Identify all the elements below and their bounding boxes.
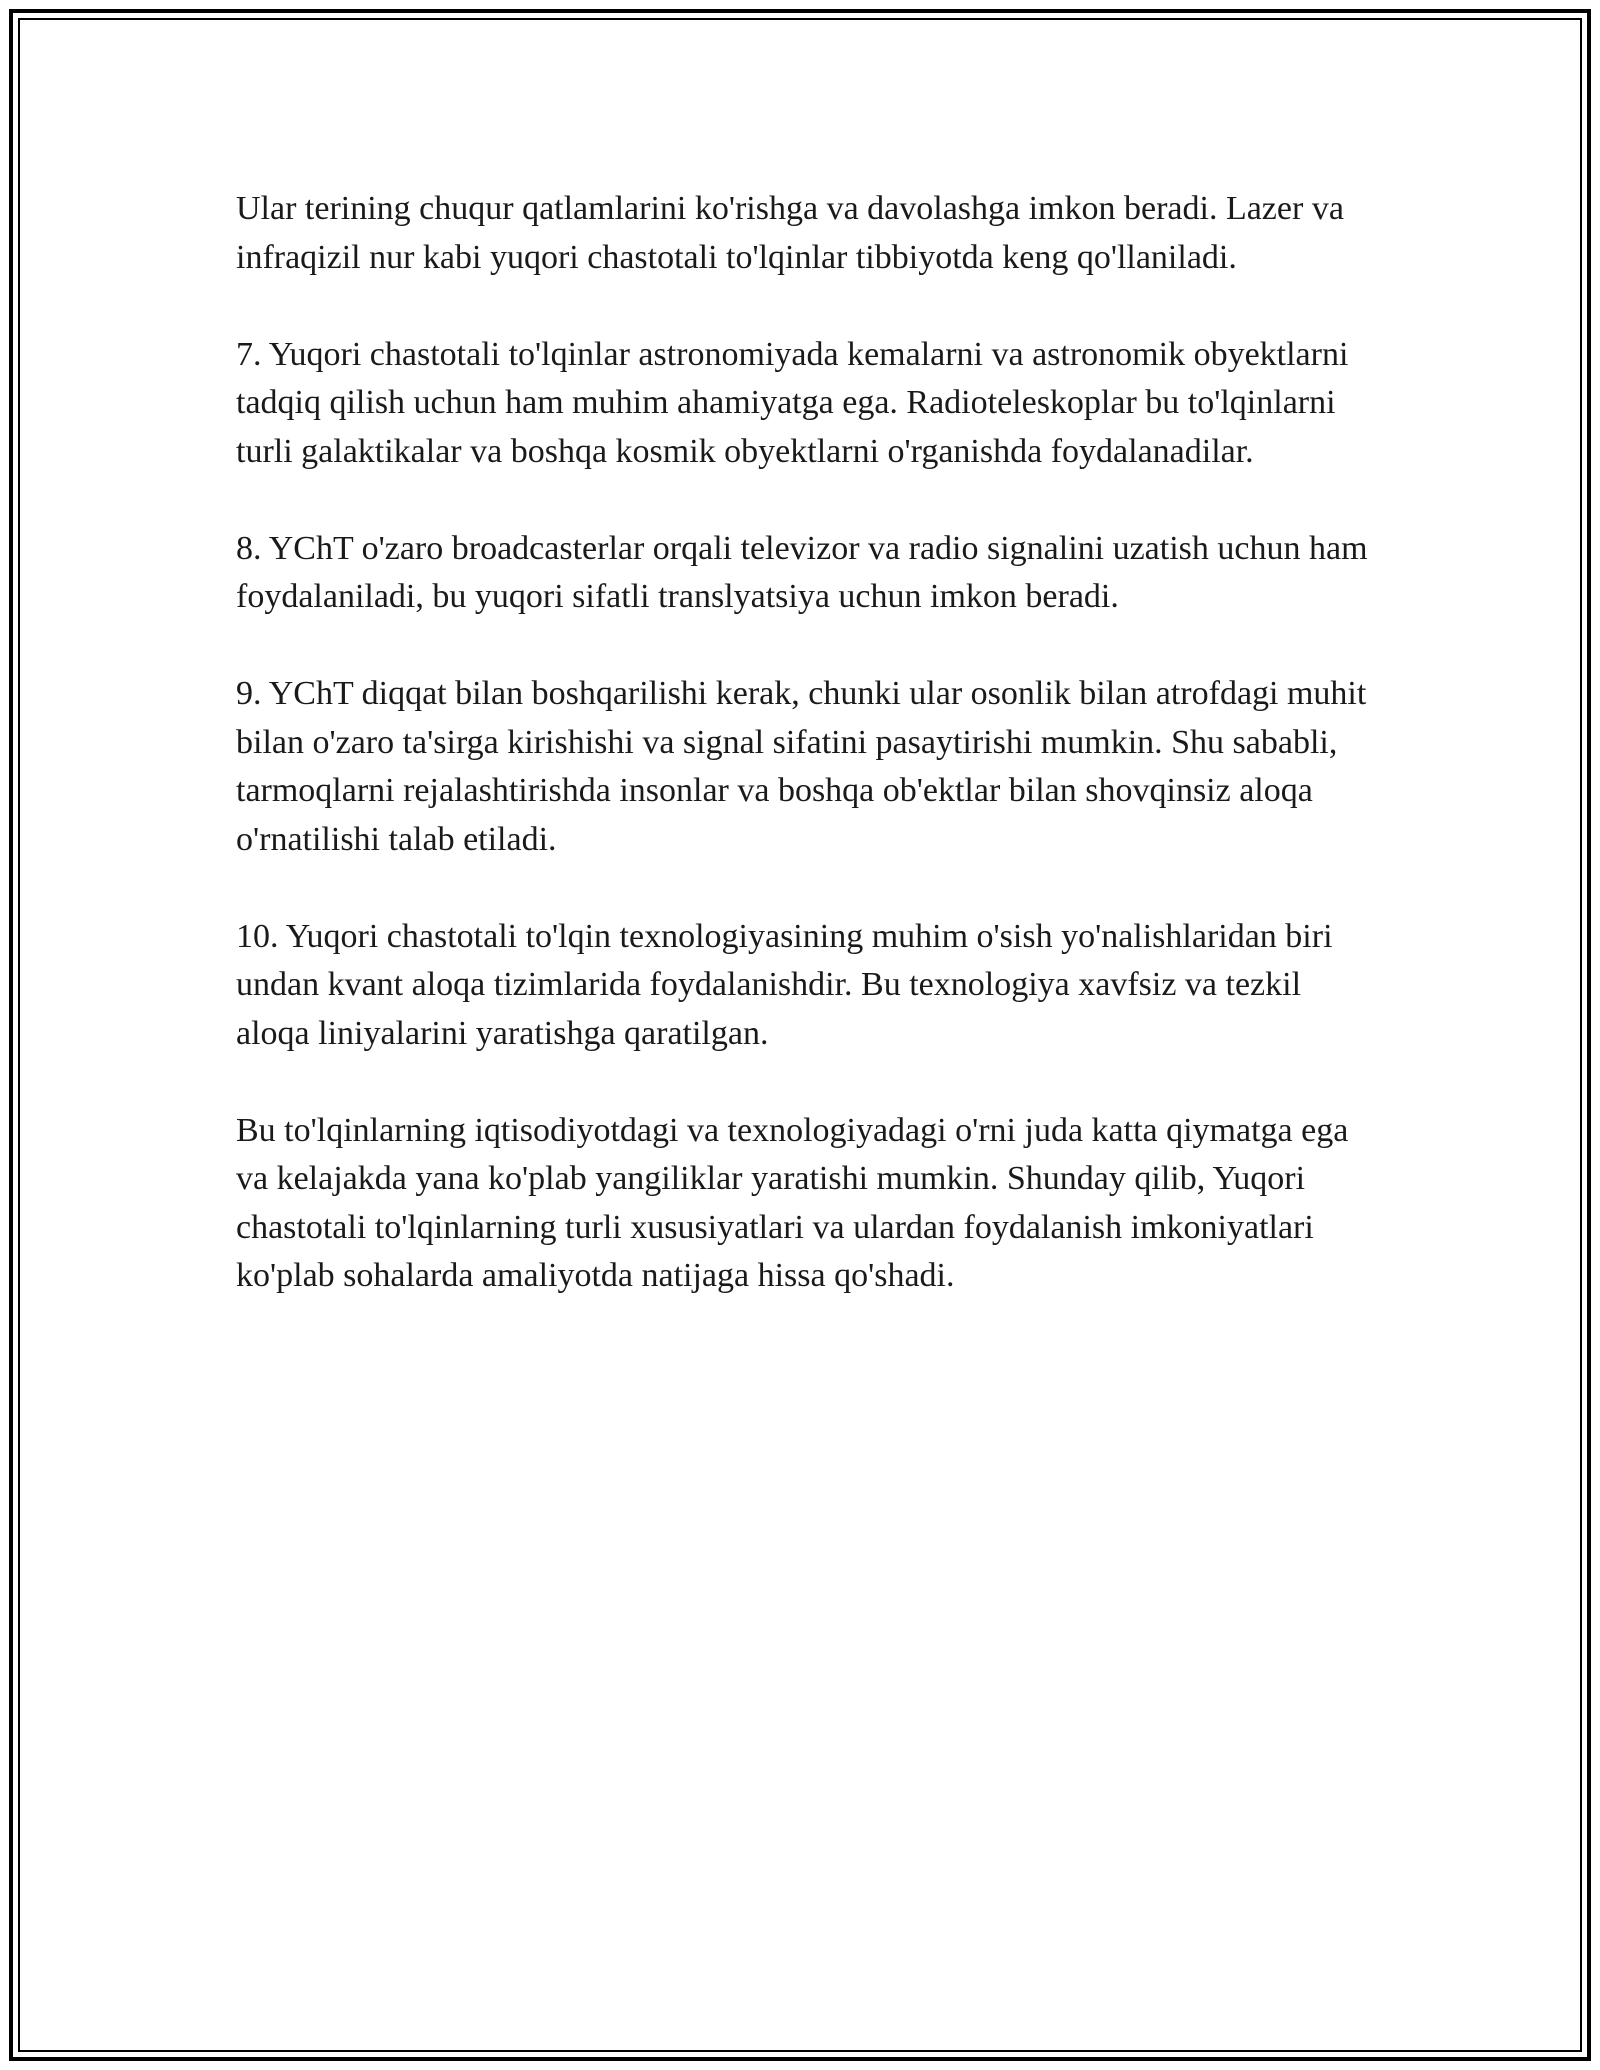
paragraph-item-10: 10. Yuqori chastotali to'lqin texnologiyasining muhim o'sish yo'nalishlaridan biri undan kvant aloqa tizimlarida foydalanishdir. Bu texnologiya xavfsiz va tezkil aloqa liniyalarini yaratishga qaratilgan. — [236, 917, 1333, 1052]
paragraph-medical-use: Ular terining chuqur qatlamlarini ko'rishga va davolashga imkon beradi. Lazer va infraqizil nur kabi yuqori chastotali to'lqinlar tibbiyotda keng qo'llaniladi. — [236, 190, 1344, 276]
paragraph-conclusion: Bu to'lqinlarning iqtisodiyotdagi va texnologiyadagi o'rni juda katta qiymatga ega va kelajakda yana ko'plab yangiliklar yaratishi mumkin. Shunday qilib, Yuqori chastotali to'lqinlarning turli xususiyatlari va ulardan foydalanish imkoniyatlari ko'plab sohalarda amaliyotda natijaga hissa qo'shadi. — [236, 1111, 1349, 1294]
document-body — [236, 185, 1376, 1349]
paragraph-item-7: 7. Yuqori chastotali to'lqinlar astronomiyada kemalarni va astronomik obyektlarni tadqiq qilish uchun ham muhim ahamiyatga ega. Radioteleskoplar bu to'lqinlarni turli galaktikalar va boshqa kosmik obyektlarni o'rganishda foydalanadilar. — [236, 335, 1349, 470]
paragraph-item-8: 8. YChT o'zaro broadcasterlar orqali televizor va radio signalini uzatish uchun ham foydalaniladi, bu yuqori sifatli translyatsiya uchun imkon beradi. — [236, 529, 1368, 615]
paragraph-item-9: 9. YChT diqqat bilan boshqarilishi kerak, chunki ular osonlik bilan atrofdagi muhit bilan o'zaro ta'sirga kirishishi va signal sifatini pasaytirishi mumkin. Shu sababli, tarmoqlarni rejalashtirishda insonlar va boshqa ob'ektlar bilan shovqinsiz aloqa o'rnatilishi talab etiladi. — [236, 675, 1367, 858]
